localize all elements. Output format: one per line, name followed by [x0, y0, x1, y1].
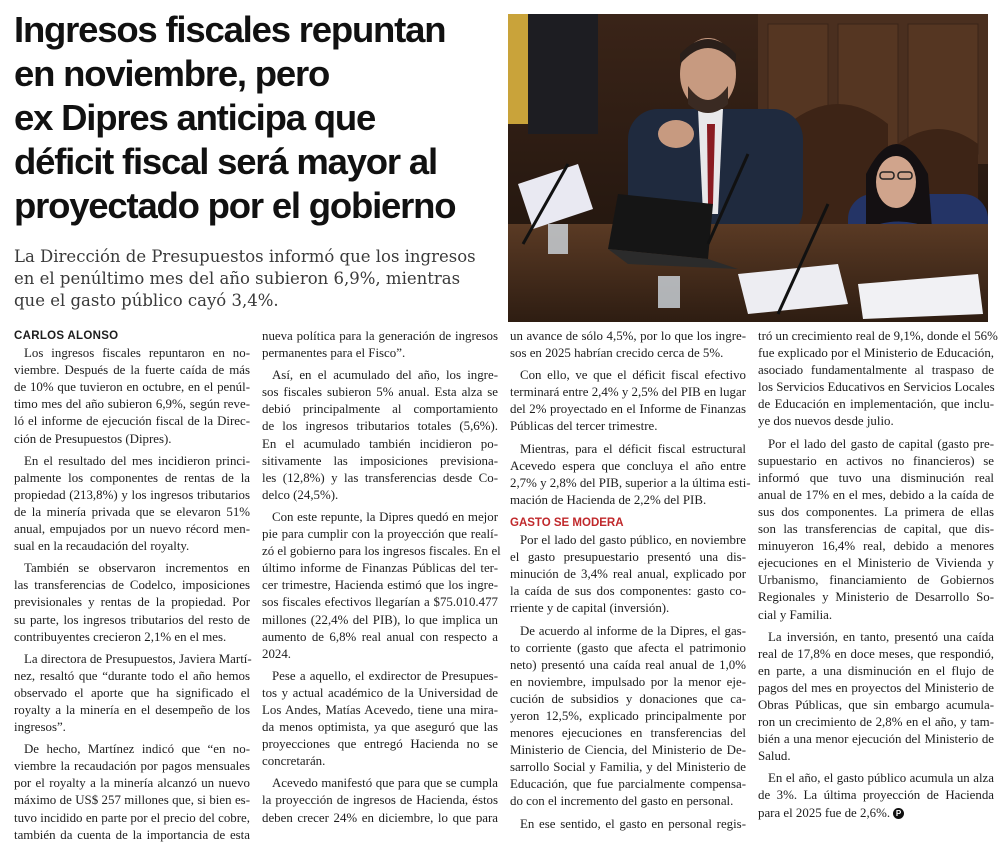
body-line: sitivamente las imposiciones previsiona- [262, 453, 498, 468]
body-line: Urbanismo, financiamiento de Gobiernos [758, 573, 994, 588]
body-line: nueva política para la generación de ingresos [262, 329, 498, 343]
body-line: Ministerio de Ciencia, del Ministerio de De- [510, 743, 746, 758]
article-column-2 [262, 328, 501, 827]
body-line: ejecuciones en el Ministerio de Vivienda y [758, 556, 994, 571]
body-line: terminará entre 2,4% y 2,5% del PIB en lugar [510, 385, 746, 400]
body-line: de 3%. La última proyección de Hacienda [758, 788, 994, 803]
body-line: las transferencias de Codelco, imposiciones [14, 578, 250, 593]
body-line: pagos del mes en proyectos del Ministerio de [758, 680, 994, 695]
body-line: el gasto presupuestario presentó una dis- [510, 550, 746, 565]
body-line: fue explicado por el Ministerio de Educación, [758, 346, 994, 361]
body-line: concretarán. [262, 754, 326, 769]
body-line: rriente y de capital (inversión). [510, 601, 670, 616]
section-subhead: GASTO SE MODERA [510, 516, 624, 529]
body-line: En el año, el gasto público acumula un alza [768, 771, 994, 786]
body-line: Educación, que fue parcialmente compensa- [510, 777, 746, 792]
body-line: asociado fundamentalmente al traspaso de [758, 363, 994, 378]
body-line: delco (24,5%). [262, 487, 339, 502]
body-line: ló el informe de ejecución fiscal de la Direc- [14, 414, 250, 429]
body-line: previsionales y rentas de la propiedad. Por [14, 595, 250, 610]
body-line: En el acumulado también incidieron po- [262, 436, 498, 451]
body-line: Acevedo manifestó que para que se cumpla [272, 776, 498, 791]
body-line: sos fiscales efectivos llegarían a $75.010.477 [262, 595, 498, 610]
headline-line: proyectado por el gobierno [14, 185, 456, 226]
body-line: real de 17,8% en doce meses, que respondió, [758, 646, 994, 661]
body-line: Salud. [758, 749, 791, 764]
body-line: también da cuenta de la importancia de esta [14, 827, 250, 842]
body-line: de Educación en implementación, que inclu- [758, 397, 994, 412]
body-line: Públicas del tercer trimestre. [510, 419, 658, 434]
body-line: informó que tuvo una disminución real [758, 470, 994, 485]
body-line: ron un crecimiento de 2,8% en el año, y tam- [758, 715, 994, 730]
headline [14, 8, 498, 228]
body-line: su parte, los ingresos tributarios del resto de [14, 612, 250, 627]
body-line: Acevedo espera que concluya el año entre [510, 458, 746, 473]
body-line: royalty a la minería en el desempeño de los [14, 702, 250, 717]
body-line: anual de 17% en el mes, debido a la caída de [758, 487, 994, 502]
headline-line: en noviembre, pero [14, 53, 330, 94]
body-line: un avance de sólo 4,5%, por lo que los ingre- [510, 329, 746, 343]
body-line: deben crecer 24% en diciembre, lo que para [262, 810, 498, 825]
body-line: cial y Familia. [758, 607, 833, 622]
body-line: mación de Hacienda de 2,2% del PIB. [510, 492, 707, 507]
body-line: por el royalty a la minería alcanzó un nuevo [14, 776, 250, 791]
body-line: les (12,8%) y las transferencias desde Co- [262, 470, 498, 485]
body-line: La inversión, en tanto, presentó una caída [768, 629, 994, 644]
body-line: aumento de 6,8% real anual con respecto a [262, 629, 498, 644]
body-line: minuyeron 16,4% real, debido a menores [758, 539, 994, 554]
body-line: pie para cumplir con la proyección que realí- [262, 527, 498, 542]
body-line: Pese a aquello, el exdirector de Presupues- [272, 668, 498, 683]
news-photo [508, 14, 988, 322]
end-of-article-icon: P [893, 808, 904, 819]
body-line: palmente los componentes de rentas de la [14, 470, 250, 485]
article-lead [14, 246, 502, 312]
body-line: Por el lado del gasto de capital (gasto pre- [768, 436, 994, 451]
body-line: viembre. Después de la fuerte caída de más [14, 363, 250, 378]
body-line: minución de 3,4% real anual, explicado por [510, 567, 746, 582]
body-line: 2,7% y 2,8% del PIB, superior a la última esti- [510, 475, 751, 490]
body-line: bién a una menor ejecución del Ministerio de [758, 732, 994, 747]
body-line: Obras Públicas, que sin embargo acumula- [758, 697, 994, 712]
body-line: de la minería privada que se elevaron 51% [14, 504, 250, 519]
body-line: sarrollo Social y Familia, y del Ministerio de [510, 760, 746, 775]
body-line: En el resultado del mes incidieron princi- [24, 453, 250, 468]
body-line: proyecciones que entregó Hacienda no se [262, 737, 498, 752]
body-line: En ese sentido, el gasto en personal regis- [520, 816, 746, 831]
body-line: Los Andes, Matías Acevedo, tiene una mira- [262, 702, 498, 717]
headline-line: déficit fiscal será mayor al [14, 141, 437, 182]
body-line: en parte, a una disminución en el flujo de [758, 663, 994, 678]
article-column-1 [14, 328, 250, 844]
body-line: para el 2025 fue de 2,6%. P [758, 805, 994, 822]
body-line: máximo de US$ 257 millones que, si bien es- [14, 793, 250, 808]
body-line: menores ejecuciones en transferencias del [510, 726, 746, 741]
body-line: timo mes del año subieron 6,9%, según reve- [14, 397, 250, 412]
body-line: Los ingresos fiscales repuntaron en no- [24, 346, 250, 361]
body-line: sos fiscales subieron 5% anual. Esta alza se [262, 385, 498, 400]
body-line: permanentes para el Fisco”. [262, 346, 406, 361]
body-line: 2024. [262, 646, 292, 661]
body-line: Así, en el acumulado del año, los ingre- [272, 368, 498, 383]
headline-line: Ingresos fiscales repuntan [14, 9, 446, 50]
body-line: ingresos”. [14, 720, 66, 735]
body-line: cer trimestre, Hacienda estimó que los ingre- [262, 578, 498, 593]
body-line: los Servicios Educativos en Servicios Locales [758, 380, 995, 395]
body-line: tos y actual académico de la Universidad de [262, 685, 498, 700]
body-line: ción de Presupuestos (Dipres). [14, 431, 172, 446]
body-line: observado el aporte que ha significado el [14, 685, 250, 700]
body-line: De hecho, Martínez indicó que “en no- [24, 742, 250, 757]
lead-line: La Dirección de Presupuestos informó que los ingresos [14, 247, 476, 266]
body-line: do con el incremento del gasto en personal. [510, 794, 734, 809]
body-line: nez, resaltó que “durante todo el año hemos [14, 668, 250, 683]
body-line: yeron 12,5%, explicado principalmente por [510, 708, 746, 723]
body-line: También se observaron incrementos en [24, 561, 250, 576]
body-line: de 10% que tuvieron en octubre, en el penúl- [14, 380, 250, 395]
body-line: De acuerdo al informe de la Dipres, el gas- [520, 623, 746, 638]
body-line: contribuyentes crecieron 2,1% en el mes. [14, 629, 227, 644]
body-line: de los ingresos tributarios totales (5,6%). [262, 419, 498, 434]
body-line: último informe de Finanzas Públicas del ter- [262, 561, 498, 576]
body-line: cución de subsidios y donaciones que ca- [510, 691, 746, 706]
body-line: supuestario en activos no financieros) se [758, 453, 994, 468]
body-line: ye dos nuevos desde julio. [758, 414, 894, 429]
lead-line: en el penúltimo mes del año subieron 6,9%, mientras [14, 269, 461, 288]
body-line: zó el gobierno para los ingresos fiscales. En el [262, 544, 501, 559]
body-line: Con este repunte, la Dipres quedó en mejor [272, 509, 498, 524]
body-line: millones (22,4% del PIB), lo que implica un [262, 612, 498, 627]
body-line: sual en la recaudación del royalty. [14, 539, 190, 554]
body-line: sos en 2025 habrían crecido cerca de 5%. [510, 346, 724, 361]
body-line: da menos optimista, ya que aseguró que las [262, 720, 498, 735]
body-line: to corriente (gasto que afecta el patrimonio [510, 640, 746, 655]
lead-line: que el gasto público cayó 3,4%. [14, 291, 279, 310]
article-column-4 [758, 328, 998, 822]
body-line: tuvo incidido en parte por el precio del cobre, [14, 810, 250, 825]
body-line: neto) presentó una caída real anual de 1,0% [510, 657, 746, 672]
article-column-3 [510, 328, 751, 833]
body-line: la proyección de ingresos de Hacienda, éstos [262, 793, 498, 808]
byline: CARLOS ALONSO [14, 330, 119, 342]
body-line: Por el lado del gasto público, en noviembre [520, 533, 746, 548]
body-line: Regionales y Ministerio de Desarrollo So- [758, 590, 994, 605]
headline-line: ex Dipres anticipa que [14, 97, 376, 138]
body-line: viembre la recaudación por pagos mensuales [14, 759, 250, 774]
body-line: propiedad (213,8%) y los ingresos tributarios [14, 487, 250, 502]
body-line: son las transferencias de capital, que dis- [758, 522, 994, 537]
body-line: La directora de Presupuestos, Javiera Martí- [24, 651, 252, 666]
photo-illustration [508, 14, 988, 322]
body-line: anual, empujados por un nuevo récord men- [14, 522, 250, 537]
body-line: tró un crecimiento real de 9,1%, donde el 56% [758, 329, 998, 343]
body-line: en noviembre, impulsado por la menor eje- [510, 674, 746, 689]
body-line: Mientras, para el déficit fiscal estructural [520, 441, 746, 456]
body-line: Con ello, ve que el déficit fiscal efectivo [520, 368, 746, 383]
body-line: sus dos componentes. La primera de ellas [758, 504, 994, 519]
body-line: la caída de sus dos componentes: gasto co- [510, 584, 746, 599]
body-line: del 2% proyectado en el Informe de Finanzas [510, 402, 746, 417]
body-line: debió principalmente al comportamiento [262, 402, 498, 417]
